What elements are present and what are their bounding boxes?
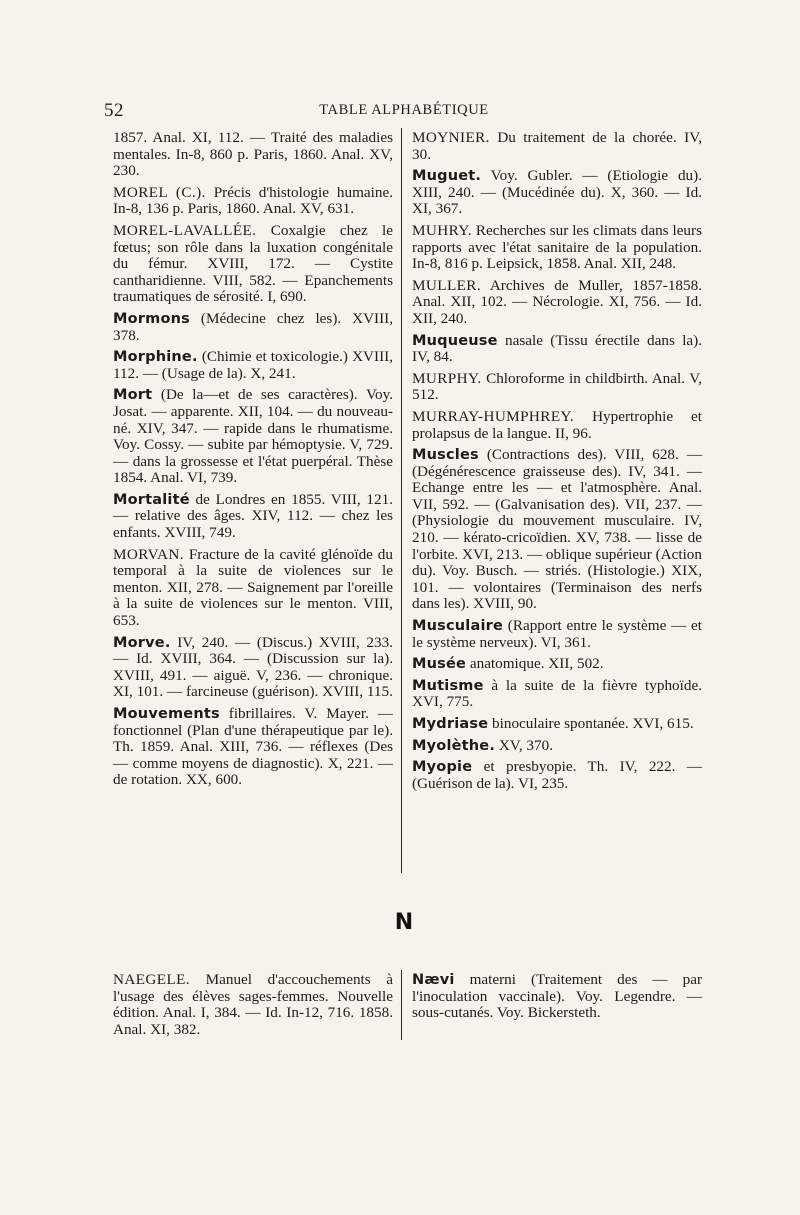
- entry-headword: Musée: [412, 656, 467, 673]
- entry-text: (Chimie et toxicologie.) XVIII, 112. — (Usage de la). X, 241.: [113, 348, 393, 382]
- page-number: 52: [104, 100, 124, 121]
- entry-headword: Mydriase: [412, 716, 489, 732]
- entry-text: (Médecine chez les). XVIII, 378.: [113, 309, 394, 344]
- entry-text: Coxalgie chez le fœtus; son rôle dans la luxation congénitale du fémur. XVIII, 172. — Cystite cantharidienne. VIII, 582. — Epanchements traumatiques de sérosité. I, 690.: [113, 221, 394, 306]
- index-entry: [113, 311, 393, 344]
- entry-text: fibrillaires. V. Mayer. — fonctionnel (Plan d'une thérapeutique par le). Th. 1859. Anal. XIII, 736. — réflexes (Des — comme moyens de diagnostic). X, 221. — de rotation. XX, 600.: [113, 705, 393, 789]
- entry-text: binoculaire spontanée. XVI, 615.: [492, 715, 694, 732]
- entry-headword: MOYNIER.: [412, 129, 490, 146]
- index-entry: [412, 130, 702, 163]
- index-entry: [113, 387, 393, 487]
- index-entry: [412, 447, 702, 613]
- section-letter: N: [394, 910, 414, 935]
- entry-headword: MOREL-LAVALLÉE.: [113, 221, 257, 239]
- running-title: TABLE ALPHABÉTIQUE: [319, 102, 489, 118]
- entry-headword: Muscles: [412, 447, 479, 464]
- entry-text: Du traitement de la chorée. IV, 30.: [412, 129, 702, 163]
- entry-headword: Muqueuse: [412, 332, 498, 349]
- entry-headword: Myopie: [412, 759, 473, 776]
- column-rule: [401, 128, 402, 873]
- entry-text: et presbyopie. Th. IV, 222. — (Guérison de la). VI, 235.: [412, 758, 702, 792]
- index-entry: [412, 656, 702, 673]
- index-entry: [412, 759, 702, 792]
- entry-text: à la suite de la fièvre typhoïde. XVI, 775.: [412, 676, 702, 711]
- index-entry: [412, 278, 702, 328]
- entry-text: Fracture de la cavité glénoïde du temporal à la suite de violences sur le menton. XII, 278. — Saignement par l'oreille à la suite de violences sur le menton. VIII, 653.: [113, 545, 393, 630]
- index-entry: [113, 547, 393, 630]
- entry-headword: MURPHY.: [412, 369, 482, 387]
- index-entry: [412, 738, 702, 755]
- index-entry: [412, 618, 702, 651]
- entry-text: materni (Traitement des — par l'inoculation vaccinale). Voy. Legendre. — sous-cutanés. Voy. Bickersteth.: [412, 971, 702, 1022]
- index-entry: [113, 492, 393, 542]
- entry-headword: Nævi: [412, 972, 455, 988]
- index-entry: [113, 706, 393, 789]
- entry-text: Recherches sur les climats dans leurs rapports avec l'état sanitaire de la population. In-8, 816 p. Leipsick, 1858. Anal. XII, 248.: [412, 221, 702, 273]
- entry-headword: MURRAY-HUMPHREY.: [412, 407, 575, 425]
- entry-text: de Londres en 1855. VIII, 121. — relative des âges. XIV, 112. — chez les enfants. XVIII, 749.: [113, 490, 393, 542]
- entry-text: Précis d'histologie humaine. In-8, 136 p. Paris, 1860. Anal. XV, 631.: [113, 183, 393, 218]
- entry-text: Manuel d'accouchements à l'usage des élèves sages-femmes. Nouvelle édition. Anal. I, 384. — Id. In-12, 716. 1858. Anal. XI, 382.: [113, 971, 394, 1038]
- entry-text: nasale (Tissu érectile dans la). IV, 84.: [412, 331, 703, 366]
- entry-headword: NAEGELE.: [113, 971, 191, 988]
- entry-headword: MORVAN.: [113, 545, 184, 563]
- entry-headword: Mortalité: [113, 491, 190, 508]
- entry-headword: Mort: [113, 387, 153, 404]
- entry-text: anatomique. XII, 502.: [469, 655, 604, 673]
- entry-text: Voy. Gubler. — (Etiologie du). XIII, 240. — (Mucédinée du). X, 360. — Id. XI, 367.: [412, 167, 702, 218]
- bottom-left-column: [113, 972, 393, 1043]
- index-entry: [113, 635, 393, 701]
- column-rule: [401, 970, 402, 1040]
- entry-text: IV, 240. — (Discus.) XVIII, 233. — Id. XVIII, 364. — (Discussion sur la). XVIII, 491. — aiguë. V, 236. — chronique. XI, 101. — farcineuse (guérison). XVIII, 115.: [113, 633, 393, 701]
- entry-headword: MOREL (C.).: [113, 183, 206, 201]
- index-entry: [412, 333, 702, 366]
- entry-headword: Muguet.: [412, 168, 482, 185]
- entry-text: Hypertrophie et prolapsus de la langue. II, 96.: [412, 407, 702, 442]
- entry-text: (Contractions des). VIII, 628. — (Dégénérescence graisseuse des). IV, 341. — Echange entre les — et l'atmosphère. Anal. VII, 592. — (Galvanisation des). VII, 237. — (Physiologie du mouvement musculaire. IV, 210. — kérato-cricoïdien. XV, 738. — lisse de l'orbite. XVI, 213. — oblique supérieur (Action du). Voy. Busch. — striés. (Histologie.) XIX, 101. — volontaires (Terminaison des nerfs dans les). XVIII, 90.: [412, 446, 703, 613]
- entry-headword: Myolèthe.: [412, 737, 496, 754]
- index-entry: [113, 223, 393, 306]
- entry-text: (Rapport entre le système — et le système nerveux). VI, 361.: [412, 617, 702, 651]
- index-entry: [412, 972, 702, 1022]
- entry-text: Chloroforme in childbirth. Anal. V, 512.: [412, 369, 703, 404]
- entry-headword: Morve.: [113, 634, 171, 651]
- index-entry: [412, 168, 702, 218]
- entry-headword: Mouvements: [113, 706, 220, 722]
- index-entry: [412, 678, 702, 711]
- left-column: [113, 130, 393, 794]
- entry-text: (De la—et de ses caractères). Voy. Josat. — apparente. XII, 104. — du nouveau-né. XIV, 347. — rapide dans le rhumatisme. Voy. Cossy. — subite par hémoptysie. V, 729. — dans la grossesse et l'état puerpéral. Thèse 1854. Anal. VI, 739.: [113, 386, 393, 487]
- entry-headword: Mutisme: [412, 677, 484, 694]
- index-entry: [113, 349, 393, 382]
- index-entry: [412, 409, 702, 442]
- entry-headword: Mormons: [113, 310, 190, 327]
- page-header: [0, 100, 800, 122]
- entry-text: XV, 370.: [498, 736, 553, 754]
- index-entry: [113, 972, 393, 1038]
- entry-headword: MULLER.: [412, 276, 482, 294]
- right-column: [412, 130, 702, 797]
- entry-headword: MUHRY.: [412, 221, 472, 239]
- index-entry: [113, 185, 393, 218]
- index-entry: [113, 130, 393, 180]
- entry-headword: Musculaire: [412, 618, 504, 635]
- index-entry: [412, 371, 702, 404]
- entry-text: Archives de Muller, 1857-1858. Anal. XII, 102. — Nécrologie. XI, 756. — Id. XII, 240.: [412, 276, 702, 327]
- entry-text: 1857. Anal. XI, 112. — Traité des maladies mentales. In-8, 860 p. Paris, 1860. Anal. XV, 230.: [113, 129, 393, 180]
- index-entry: [412, 223, 702, 273]
- index-entry: [412, 716, 702, 733]
- bottom-right-column: [412, 972, 702, 1027]
- entry-headword: Morphine.: [113, 349, 198, 366]
